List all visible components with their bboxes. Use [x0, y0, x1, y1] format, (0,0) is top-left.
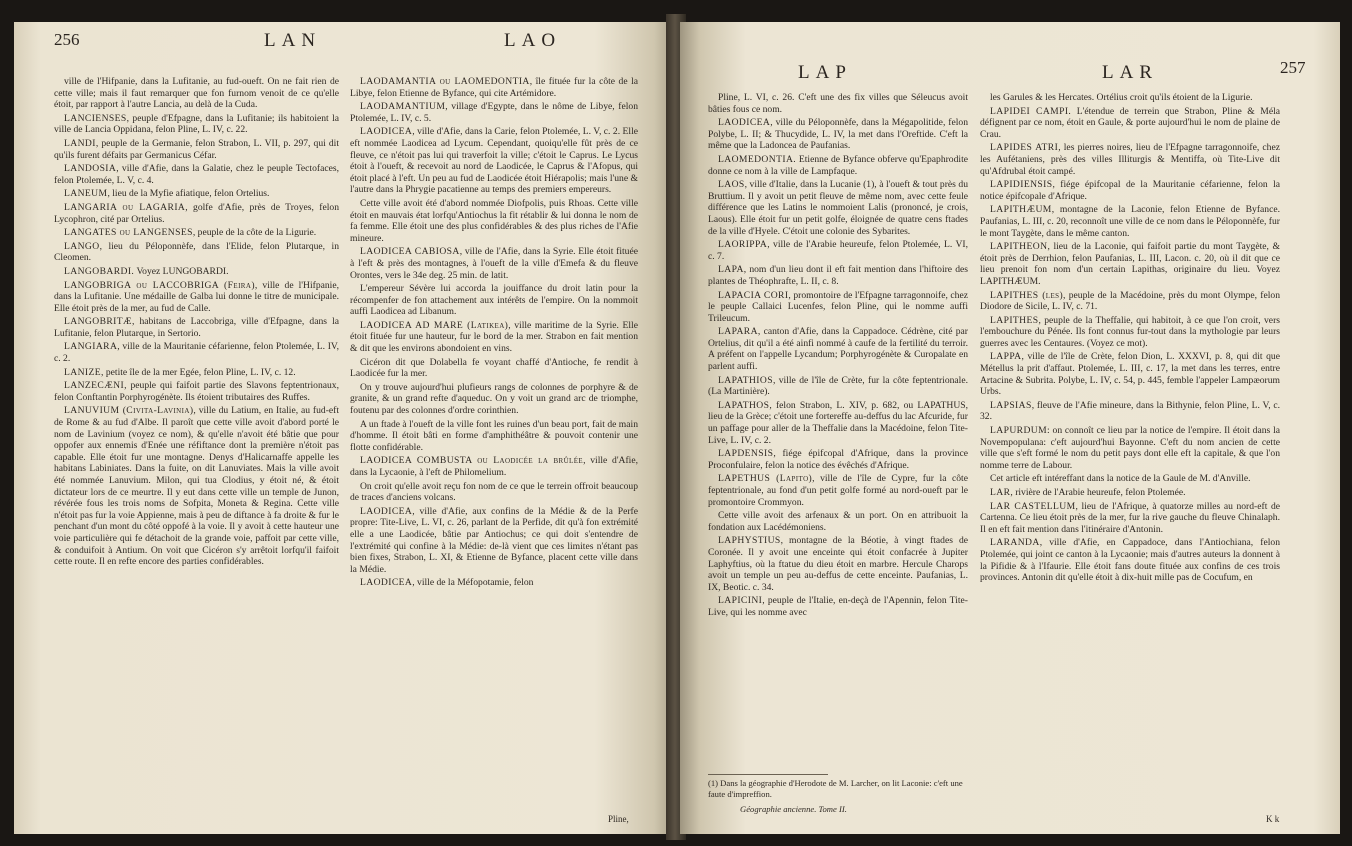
dictionary-entry — [708, 326, 968, 372]
entry-headword: LANDOSIA — [64, 163, 117, 175]
entry-text: , ville maritime de la Syrie. Elle étoit fituée fur une hauteur, fur le bord de la mer. Strabon en fait mention & dit que les environs abondoient en vins. — [350, 319, 638, 355]
left-page — [14, 22, 674, 834]
entry-headword: LANGARIA ou LAGARIA — [64, 201, 186, 213]
entry-headword: LAPA — [718, 264, 744, 276]
left-catchword: Pline, — [608, 814, 629, 824]
dictionary-entry — [708, 239, 968, 262]
entry-headword: LAPITHES (les) — [990, 289, 1064, 301]
entry-text: , lieu du Péloponnèfe, dans l'Elide, felon Plutarque, in Cleomen. — [54, 240, 339, 264]
dictionary-entry — [54, 76, 339, 111]
entry-headword: LANCIENSES — [64, 112, 127, 124]
entry-headword: LAOS — [718, 179, 745, 191]
entry-text: , ville d'Afie, aux confins de la Médie & de la Perfe propre: Tite-Live, L. VI, c. 26, parlant de la Perfide, dit qu'à fon extrémité elle a une Laodicée, bâtie par Antiochus; ce qui doit s'entendre de l'extrémité qui confine à la Médie: de-là vient que ces limites n'étant pas bien fixes, Strabon, L. XI, & Etienne de Byfance, placent cette ville dans la Médie. — [350, 505, 638, 575]
entry-text: , ville de l'Afie, dans la Syrie. Elle étoit fituée à l'eft & près des montagnes, à l'oueft de la ville d'Emefa & du fleuve Orontes, vers le 34e deg. 25 min. de latit. — [350, 246, 638, 281]
entry-headword: LAODAMANTIUM — [360, 101, 446, 113]
entry-headword: LAODICEA — [718, 117, 771, 129]
entry-headword: LANGOBRIGA ou LACCOBRIGA (Feira) — [64, 279, 255, 291]
dictionary-entry — [350, 198, 638, 244]
entry-text: , peuple d'Efpagne, dans la Lufitanie; ils habitoient la ville de Lancia Oppidana, felon Pline, L. IV, c. 22. — [54, 112, 339, 136]
entry-text: , ville de l'Hifpanie, dans la Lufitanie. Une médaille de Galba lui donne le titre de municipale. Elle étoit près de la mer, au fud de Calle. — [54, 279, 340, 314]
dictionary-entry — [350, 101, 638, 124]
entry-text: Voyez LUNGOBARDI. — [134, 265, 229, 277]
entry-text: , peuple de la Macédoine, près du mont Olympe, felon Diodore de Sicile, L. IV, c. 71. — [980, 289, 1281, 313]
dictionary-entry — [54, 163, 339, 186]
entry-text: On croit qu'elle avoit reçu fon nom de ce que le terrein offroit beaucoup de traces d'anciens volcans. — [350, 480, 638, 504]
entry-headword: LAPIDES ATRI — [990, 142, 1059, 154]
entry-headword: LANIZE — [64, 366, 102, 378]
entry-headword: LAR — [990, 487, 1011, 498]
dictionary-entry — [54, 341, 339, 364]
dictionary-entry — [54, 280, 339, 315]
left-page-number: 256 — [54, 30, 80, 49]
entry-text: les Garules & les Hercates. Ortélius croit qu'ils étoient de la Ligurie. — [990, 92, 1253, 103]
dictionary-entry — [980, 290, 1280, 313]
right-page-number: 257 — [1280, 58, 1306, 77]
entry-headword: LANGOBARDI. — [64, 265, 135, 277]
dictionary-entry — [350, 419, 638, 454]
left-column-1 — [54, 76, 339, 570]
dictionary-entry — [350, 76, 638, 99]
entry-text: , ville d'Italie, dans la Lucanie (1), à l'oueft & tout près du Bruttium. Il y avoit un petit fleuve de même nom, avec cette feule différence que les Latins le nommoient Lalis (prononcé, je crois, Laous). Elle étoit fur un petit golfe, éloignée de quatre cens ftades de la ville d'Hyele. C'étoit une colonie des Sybarites. — [708, 179, 968, 237]
dictionary-entry — [54, 113, 339, 136]
dictionary-entry — [350, 320, 638, 355]
entry-headword: LAPIDEI CAMPI. — [990, 105, 1072, 117]
entry-text: L'empereur Sévère lui accorda la jouiffance du droit latin pour la récompenfer de fon attachement aux intérêts de l'empire. On la nommoit auffi Laodicea ad Libanum. — [350, 283, 638, 318]
entry-headword: LAR CASTELLUM — [990, 500, 1076, 512]
entry-headword: LAODICEA — [360, 577, 413, 589]
entry-headword: LANGIARA — [64, 341, 118, 353]
entry-text: Cicéron dit que Dolabella fe voyant chaffé d'Antioche, fe rendit à Laodicée fur la mer. — [350, 356, 638, 380]
entry-text: Cette ville avoit des arfenaux & un port. On en attribuoit la fondation aux Lacédémoniens. — [708, 510, 968, 533]
entry-text: , lieu de la Myfie afiatique, felon Ortelius. — [107, 188, 270, 200]
dictionary-entry — [980, 106, 1280, 141]
dictionary-entry — [980, 501, 1280, 536]
dictionary-entry — [350, 577, 638, 589]
entry-headword: LAORIPPA — [718, 239, 768, 251]
dictionary-entry — [54, 367, 339, 379]
left-header-word-2: LAO — [504, 30, 562, 51]
dictionary-entry — [708, 290, 968, 325]
dictionary-entry — [708, 117, 968, 152]
right-column-2 — [980, 92, 1280, 586]
entry-text: , ville d'Afie, en Cappadoce, dans l'Antiochiana, felon Ptolemée, qui joint ce canton à la Lycaonie; mais d'autres auteurs la donnent à la Pifidie & à l'Ifaurie. Elle étoit fans doute fituée aux confins de ces trois provinces. Antonin dit qu'elle étoit à dix-huit mille pas de Cocufum, en — [980, 537, 1280, 584]
dictionary-entry — [350, 455, 638, 478]
dictionary-entry — [350, 126, 638, 196]
entry-text: , golfe d'Afie, près de Troyes, felon Lycophron, cité par Ortelius. — [54, 201, 339, 225]
dictionary-entry — [54, 138, 339, 161]
entry-text: , ville de l'île de Crète, felon Dion, L. XXXVI, p. 8, qui dit que Métellus la prit d'affaut. Ptolemée, L. III, c. 17, la met dans les terres, entre Artacine & Subrita. Polybe, L. IV, c. 54, p. 445, femble l'appeler Lampæorum Urbs. — [980, 351, 1280, 398]
entry-headword: LAPITHES — [990, 314, 1039, 326]
dictionary-entry — [980, 92, 1280, 104]
right-page — [680, 22, 1340, 834]
dictionary-entry — [708, 448, 968, 471]
right-header-word-1: LAP — [798, 62, 852, 83]
dictionary-entry — [708, 510, 968, 533]
entry-text: , ville de la Méfopotamie, felon — [412, 577, 534, 589]
entry-headword: LAPHYSTIUS — [718, 535, 781, 547]
entry-text: , ville de l'Arabie heureufe, felon Ptolemée, L. VI, c. 7. — [708, 239, 968, 262]
entry-text: , village d'Egypte, dans le nôme de Libye, felon Ptolemée, L. IV, c. 5. — [350, 101, 638, 124]
dictionary-entry — [980, 204, 1280, 239]
entry-text: , lieu de l'Afrique, à quatorze milles au nord-eft de Cartenna. Ce lieu étoit près de la mer, fur la rive gauche du fleuve Chinalaph. Il en eft fait mention dans l'itinéraire d'Antonin. — [980, 500, 1281, 535]
dictionary-entry — [708, 595, 968, 618]
entry-text: , ville du Péloponnèfe, dans la Mégapolitide, felon Polybe, L. II; & Thucydide, L. IV, la met dans l'Oreftide. C'eft la même que la Ladoncea de Paufanias. — [708, 117, 968, 152]
dictionary-entry — [54, 241, 339, 264]
dictionary-entry — [708, 154, 968, 177]
entry-text: , felon Strabon, L. XIV, p. 682, ou LAPATHUS, lieu de la Grèce; c'étoit une fortereffe au-deffus du lac Afcuride, fur un paffage pour aller de la Theffalie dans la Macédoine, felon Tite-Live, L. IV, c. 2. — [708, 399, 968, 446]
entry-text: L'étendue de terrein que Strabon, Pline & Méla défignent par ce nom, étoit en Gaule, & porte aujourd'hui le nom de plaine de Crau. — [980, 105, 1281, 140]
dictionary-entry — [980, 142, 1280, 177]
entry-headword: LAPPA — [990, 351, 1022, 363]
entry-text: , promontoire de l'Efpagne tarragonnoife, chez le peuple Callaici Lucenfes, felon Pline, qui le nomme auffi Trileucum. — [708, 289, 968, 324]
dictionary-entry — [54, 266, 339, 278]
entry-text: , peuple de l'Italie, en-deçà de l'Apennin, felon Tite-Live, qui les nomme avec — [708, 595, 968, 618]
entry-text: Cette ville avoit été d'abord nommée Diofpolis, puis Rhoas. Cette ville étoit en mauvais état lorfqu'Antiochus la fit rétablir & lui donna le nom de fa femme. Elle étoit une des plus confidérables & des plus riches de l'Afie mineure. — [350, 197, 638, 244]
dictionary-entry — [708, 535, 968, 593]
entry-text: On y trouve aujourd'hui plufieurs rangs de colonnes de porphyre & de granite, & un grand refte d'aqueduc. On y voit un grand arc de triomphe, foutenu par des colonnes d'ordre corinthien. — [350, 381, 638, 417]
dictionary-entry — [350, 382, 638, 417]
entry-text: , fleuve de l'Afie mineure, dans la Bithynie, felon Pline, L. V, c. 32. — [980, 399, 1280, 423]
dictionary-entry — [980, 473, 1280, 485]
entry-headword: LAPATHOS — [718, 399, 770, 411]
entry-headword: LANEUM — [64, 188, 108, 200]
dictionary-entry — [708, 473, 968, 508]
entry-text: , montagne de la Laconie, felon Etienne de Byfance. Paufanias, L. III, c. 20, reconnoît une ville de ce nom dans le Péloponnèfe, fur le mont Taygète, dans le même canton. — [980, 204, 1280, 239]
entry-text: , peuple de la côte de la Ligurie. — [192, 227, 317, 239]
dictionary-entry — [54, 380, 339, 403]
entry-text: , ville d'Afie, dans la Lycaonie, à l'eft de Philomelium. — [350, 455, 639, 478]
dictionary-entry — [54, 202, 339, 225]
entry-headword: LAPETHUS (Lapito) — [718, 473, 813, 485]
entry-headword: LANGATES ou LANGENSES — [64, 227, 193, 239]
entry-text: , petite île de la mer Egée, felon Pline, L. IV, c. 12. — [101, 366, 296, 378]
dictionary-entry — [980, 537, 1280, 583]
dictionary-entry — [708, 375, 968, 398]
entry-text: , ville d'Afie, dans la Carie, felon Ptolemée, L. V, c. 2. Elle eft nommée Laodicea ad Lycum. Cependant, quoiqu'elle fût près de ce fleuve, ce n'étoit pas lui qui traverfoit la ville; c'étoit le Caprus. Le Lycus étoit à l'oueft, & recevoit au nord de Laodicée, le Caprus & l'Afopus, qui étoit placé à l'eft. Un peu au fud de Laodicée étoit Hiérapolis; mais l'une & l'autre dans la Phrygie pacatienne au temps des premiers empereurs. — [350, 126, 638, 196]
footnote-rule — [708, 774, 828, 775]
entry-text: , ville de l'île de Cypre, fur la côte feptentrionale, au fond d'un petit golfe formé au nord-oueft par le promontoire Crommyon. — [708, 473, 968, 508]
entry-text: , ville de l'île de Crète, fur la côte feptentrionale. (La Martinière). — [708, 374, 968, 398]
entry-headword: LAODICEA — [360, 505, 413, 517]
entry-headword: LAPSIAS — [990, 399, 1032, 411]
entry-text: , fiége épifcopal de la Mauritanie céfarienne, felon la notice épifcopale d'Afrique. — [980, 179, 1280, 202]
entry-text: , ville de la Mauritanie céfarienne, felon Ptolemée, L. IV, c. 2. — [54, 341, 339, 365]
dictionary-entry — [54, 405, 339, 567]
dictionary-entry — [54, 316, 339, 339]
entry-text: , ville d'Afie, dans la Galatie, chez le peuple Tectofaces, felon Ptolemée, L. V, c. 4. — [54, 163, 339, 186]
entry-headword: LANUVIUM (Civita-Lavinia) — [64, 405, 194, 417]
dictionary-entry — [350, 246, 638, 281]
left-header-word-1: LAN — [264, 30, 322, 51]
entry-headword: LAPATHIOS — [718, 374, 773, 386]
right-header-word-2: LAR — [1102, 62, 1158, 83]
right-column-1 — [708, 92, 968, 621]
entry-text: , peuple de la Theffalie, qui habitoit, à ce que l'on croit, vers l'embouchure du Pénée. Ils font connus fur-tout dans la mythologie par leurs guerres avec les Centaures. (Voyez ce mot). — [980, 314, 1280, 349]
entry-text: , peuple qui faifoit partie des Slavons feptentrionaux, felon Conftantin Porphyrogénète. Ils étoient tributaires des Ruffes. — [54, 380, 339, 403]
dictionary-entry — [350, 481, 638, 504]
dictionary-entry — [980, 487, 1280, 499]
entry-headword: LAPIDIENSIS — [990, 179, 1053, 191]
dictionary-entry — [980, 241, 1280, 287]
dictionary-entry — [980, 425, 1280, 471]
footer-title: Géographie ancienne. Tome II. — [740, 804, 847, 814]
dictionary-entry — [980, 315, 1280, 350]
footnote: (1) Dans la géographie d'Herodote de M. Larcher, on lit Laconie: c'eft une faute d'impreffion. — [708, 778, 963, 799]
entry-text: , rivière de l'Arabie heureufe, felon Ptolemée. — [1010, 487, 1186, 498]
entry-headword: LAODICEA CABIOSA — [360, 246, 460, 258]
entry-headword: LAODICEA AD MARE (Latikea) — [360, 319, 509, 331]
entry-text: , les pierres noires, lieu de l'Efpagne tarragonnoife, chez les Aufétaniens, près des villes Illiturgis & Mentiffa, où Tite-Live dit qu'Afdrubal étoit campé. — [980, 142, 1280, 177]
entry-text: , nom d'un lieu dont il eft fait mention dans l'hiftoire des plantes de Théophrafte, L. II, c. 8. — [708, 264, 968, 287]
entry-text: Pline, L. VI, c. 26. C'eft une des fix villes que Séleucus avoit bâties fous ce nom. — [708, 92, 968, 115]
entry-headword: LAODICEA — [360, 126, 413, 138]
entry-headword: LANDI — [64, 137, 96, 149]
dictionary-entry — [708, 92, 968, 115]
entry-text: , habitans de Laccobriga, ville d'Efpagne, dans la Lufitanie, felon Plutarque, in Sertorio. — [54, 316, 339, 339]
entry-headword: LAPARA — [718, 326, 758, 338]
entry-headword: LAPACIA CORI — [718, 289, 789, 301]
entry-text: , fiége épifcopal d'Afrique, dans la province Proconfulaire, felon la notice des évêchés d'Afrique. — [708, 448, 968, 471]
entry-text: Etienne de Byfance obferve qu'Epaphrodite donne ce nom à la ville de Lampfaque. — [708, 153, 968, 177]
entry-text: , peuple de la Germanie, felon Strabon, L. VII, p. 297, qui dit qu'ils furent défaits par Germanicus Céfar. — [54, 137, 339, 161]
dictionary-entry — [708, 400, 968, 446]
entry-text: , ville du Latium, en Italie, au fud-eft de Rome & au fud d'Albe. Il paroît que cette ville avoit d'abord porté le nom de Lavinium (voyez ce nom), & qu'elle n'avoit été bâtie que pour oppofer aux ennemis d'Enée une réfiftance dont la première n'étoit pas capable. Elle étoit fur une montagne. Denys d'Halicarnaffe appelle les habitans Labiniates. Dans la fuite, on dit Lanuviates. Mais la ville avoit été nommée Lanuvium. Milon, qui tua Clodius, y étoit né, & étoit dictateur lors de ce meurtre. Il y eut dans cette ville un temple de Junon, révérée fous les trois noms de Sofpita, Moneta & Regina. Cette ville n'étoit pas fur la voie Appienne, mais à peu de diftance à fa droite & fur le penchant d'un mont du côté oppofé à la voie. Il y avoit à cette hauteur une voie particulière qui fe détachoit de la grande voie, paffoit par cette ville, & conduifoit à Antium. On voit que Cicéron s'y arrêtoit lorfqu'il faifoit cette route. Il en refte encore des parties confidérables. — [54, 405, 340, 568]
entry-headword: LAPDENSIS — [718, 448, 774, 460]
entry-headword: LANZECÆNI — [64, 380, 125, 392]
dictionary-entry — [350, 283, 638, 318]
dictionary-entry — [54, 188, 339, 200]
entry-headword: LARANDA — [990, 537, 1040, 549]
entry-text: , lieu de la Laconie, qui faifoit partie du mont Taygète, & étoit près de Derrhion, felon Paufanias, L. III, Lacon. c. 20, où il dit que ce lieu prenoit fon nom d'un certain Lapithas, originaire du lieu. Voyez LAPITHÆUM. — [980, 241, 1280, 287]
entry-headword: LANGOBRITÆ — [64, 316, 132, 328]
signature-mark: K k — [1266, 814, 1280, 824]
dictionary-entry — [708, 179, 968, 237]
left-column-2 — [350, 76, 638, 591]
entry-text: , montagne de la Béotie, à vingt ftades de Coronée. Il y avoit une enceinte qui étoit confacrée à Jupiter Laphyftius, où la ftatue du dieu étoit en marbre. Hercule Charops avoit un temple un peu au-deffus de cette enceinte. Paufanias, L. IX, Beotic. c. 34. — [708, 535, 968, 593]
dictionary-entry — [980, 351, 1280, 397]
entry-text: Cet article eft intéreffant dans la notice de la Gaule de M. d'Anville. — [990, 473, 1251, 485]
dictionary-entry — [980, 400, 1280, 423]
entry-headword: LAPITHÆUM — [990, 204, 1052, 216]
entry-headword: LAODAMANTIA ou LAOMEDONTIA — [360, 76, 530, 87]
dictionary-entry — [980, 179, 1280, 202]
entry-text: , canton d'Afie, dans la Cappadoce. Cédrène, cité par Ortelius, dit qu'il a été ainfi nommé à caufe de la fertilité du terroir. A préfent on l'appelle Lycandum; Porphyrogénète & Curopalate en parlent auffi. — [708, 326, 968, 373]
entry-headword: LAPURDUM — [990, 425, 1048, 437]
dictionary-entry — [350, 357, 638, 380]
entry-text: : on connoît ce lieu par la notice de l'empire. Il étoit dans la Novempopulana: c'eft aujourd'hui Bayonne. C'eft du nom ancien de cette ville que s'eft formé le nom du petit pays dont elle eft la capitale, & que l'on nomme terre de Labour. — [980, 425, 1280, 471]
entry-text: , île fituée fur la côte de la Libye, felon Etienne de Byfance, qui cite Artémidore. — [350, 76, 638, 99]
entry-text: ville de l'Hifpanie, dans la Lufitanie, au fud-oueft. On ne fait rien de cette ville; mais il faut remarquer que fon furnom venoit de ce qu'elle étoit, par rapport à l'autre Lancia, au delà de la Cuda. — [54, 76, 339, 111]
entry-text: A un ftade à l'oueft de la ville font les ruines d'un beau port, fait de main d'homme. Il étoit bâti en forme d'amphithéâtre & pouvoit contenir une flotte confidérable. — [350, 418, 638, 453]
entry-headword: LAPICINI — [718, 595, 763, 607]
entry-headword: LAODICEA COMBUSTA ou Laodicée la brûlée — [360, 455, 584, 467]
dictionary-entry — [54, 227, 339, 239]
entry-headword: LANGO — [64, 240, 100, 252]
dictionary-entry — [708, 264, 968, 287]
entry-headword: LAPITHEON — [990, 241, 1048, 253]
entry-headword: LAOMEDONTIA. — [718, 153, 797, 165]
dictionary-entry — [350, 506, 638, 576]
